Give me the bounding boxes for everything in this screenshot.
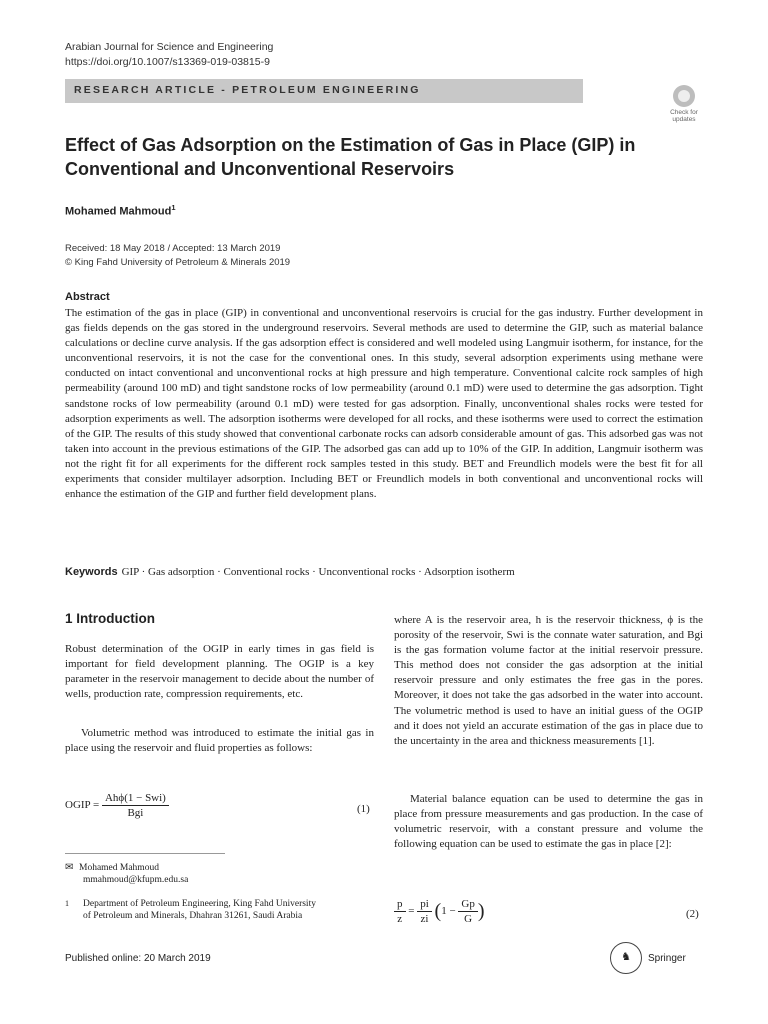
copyright: © King Fahd University of Petroleum & Minerals 2019 [65, 257, 291, 268]
abstract-heading: Abstract [65, 291, 110, 303]
eq2-gp-over-g: $\frac{Gp}{G}$ [458, 898, 477, 925]
footnote-divider [65, 853, 225, 854]
publisher-logo [610, 942, 686, 974]
eq1-lhs: OGIP = [65, 799, 100, 812]
springer-horse-icon: ♞ [610, 942, 642, 974]
equation-2: $\frac{p}{z}$ = $\frac{pi}{zi}$ (1 − $\frac{Gp}{G}$ ) [394, 898, 485, 925]
author-affiliation-sup: 1 [171, 203, 176, 212]
title-line-2: Conventional and Unconventional Reservoirs [65, 159, 455, 179]
received-accepted: Received: 18 May 2018 / Accepted: 13 March 2019 [65, 243, 281, 254]
check-for-updates-badge[interactable] [664, 85, 704, 125]
article-dates [65, 242, 290, 270]
published-online: Published online: 20 March 2019 [65, 953, 211, 964]
author-name: Mohamed Mahmoud [65, 205, 172, 218]
corresponding-author [65, 862, 188, 886]
affiliation-number: 1 [65, 899, 69, 908]
envelope-icon: ✉ [65, 862, 74, 873]
intro-paragraph-2: Volumetric method was introduced to estimate the initial gas in place using the reservoir and fluid properties as follows: [65, 727, 374, 755]
article-type-banner [65, 79, 583, 103]
footnote-author-name: Mohamed Mahmoud [79, 863, 159, 873]
eq1-denominator: Bgi [127, 807, 144, 819]
affiliation-footnote [65, 898, 316, 922]
journal-name: Arabian Journal for Science and Engineering [65, 41, 274, 53]
eq1-fraction [102, 792, 169, 819]
abstract-text: The estimation of the gas in place (GIP) in conventional and unconventional reservoirs is crucial for the gas industry. Further development in gas fields depends on the gas stored in the underground reservoirs. Several methods are used to determine the GIP, such as material balance calculations or decline curve analysis. If the gas adsorption effect is considered and well modeled using Langmuir isotherm, for instance, for the unconventional reservoirs, it is not the case for the conventional ones. In this study, several adsorption experiments using methane were conducted on intact conventional and unconventional rocks at high pressure and high temperature. Conventional calcite rock samples of high permeability (around 100 mD) and tight sandstone rocks of low permeability (around 0.1 mD) were used to determine the gas adsorption. Tight sandstone rocks of low permeability (around 0.1 mD) were tested for gas adsorption. Finally, unconventional shales rocks were tested for adsorption experiments as well. The adsorption isotherms were developed for all rocks, and these isotherms were used to correct the estimation of the GIP. The results of this study showed that conventional carbonate rocks can adsorb considerable amount of gas. This adsorbed gas was not taken into account in the previous estimations of the GIP. The adsorbed gas can add up to 10% of the GIP. In addition, Langmuir isotherm was not the right fit for all experiments for the different rock samples tested in this study. BET and Freundlich models were the best fit for all experiments that consider multilayer adsorption. Including BET or Freundlich models in both conventional and unconventional rocks will enhance the estimation of the GIP and further field development plans. [65, 307, 703, 501]
intro-paragraph-1: Robust determination of the OGIP in early times in gas field is important for field development planning. The OGIP is a key parameter in the reservoir management to decide about the number of wells, production rate, compression requirements, etc. [65, 643, 374, 701]
equation-1-number: (1) [357, 803, 370, 815]
equation-1 [65, 792, 169, 819]
eq2-pi-over-zi: $\frac{pi}{zi}$ [417, 898, 432, 925]
author [65, 203, 176, 218]
article-type-label: RESEARCH ARTICLE - PETROLEUM ENGINEERING [74, 84, 421, 96]
paper-title [65, 133, 665, 181]
title-line-1: Effect of Gas Adsorption on the Estimation of Gas in Place (GIP) in [65, 135, 636, 155]
eq1-numerator: Ahϕ(1 − Swi) [102, 792, 169, 806]
keywords [65, 566, 515, 578]
affiliation-line-2: of Petroleum and Minerals, Dhahran 31261, Saudi Arabia [83, 911, 303, 921]
check-for-updates-icon [673, 85, 695, 107]
journal-doi[interactable]: https://doi.org/10.1007/s13369-019-03815-9 [65, 56, 270, 68]
right-paragraph-1: where A is the reservoir area, h is the reservoir thickness, ϕ is the porosity of the reservoir, Swi is the connate water saturation, and Bgi is the gas formation volume factor at the initial reservoir pressure. This method does not consider the gas adsorption at the initial reservoir pressure and only estimates the free gas in the pores. Moreover, it does not take the gas adsorbed in the water into account. The volumetric method is used to have an initial guess of the OGIP and it does not yield an accurate estimation of the gas in place due to the uncertainty in the area and thickness measurements [1]. [394, 614, 703, 747]
keywords-list: GIP · Gas adsorption · Conventional rocks · Unconventional rocks · Adsorption isotherm [121, 566, 515, 578]
section-heading-introduction: 1 Introduction [65, 611, 155, 626]
publisher-name: Springer [648, 952, 686, 964]
badge-text: Check for updates [670, 109, 698, 123]
keywords-label: Keywords [65, 566, 118, 578]
eq2-p-over-z: $\frac{p}{z}$ [394, 898, 406, 925]
footnote-email[interactable]: mmahmoud@kfupm.edu.sa [83, 875, 189, 885]
affiliation-line-1: Department of Petroleum Engineering, King Fahd University [83, 899, 316, 909]
journal-header [65, 40, 273, 70]
right-paragraph-2: Material balance equation can be used to determine the gas in place from pressure measurements and gas production. In the case of volumetric reservoir, with a constant pressure and volume the following equation can be used to estimate the gas in place [2]: [394, 793, 703, 851]
equation-2-number: (2) [686, 908, 699, 920]
